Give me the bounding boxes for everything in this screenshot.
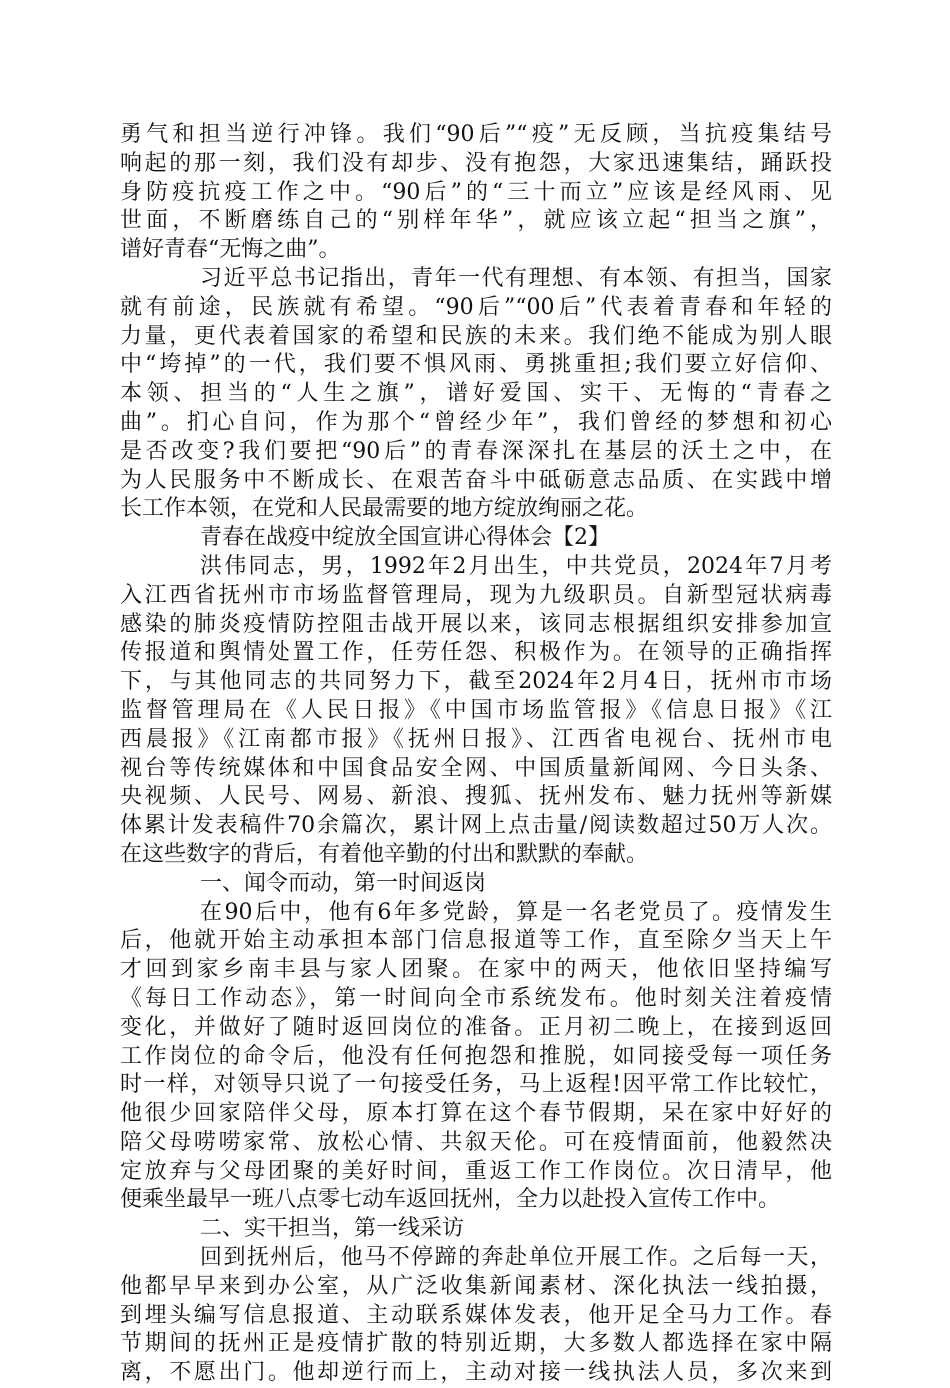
section-heading: 一、闻令而动，第一时间返岗: [200, 870, 487, 896]
text-line: 长工作本领，在党和人民最需要的地方绽放绚丽之花。: [120, 496, 649, 522]
text-line: 工作岗位的命令后，他没有任何抱怨和推脱，如同接受每一项任务: [120, 1043, 832, 1069]
text-line: 陪父母唠唠家常、放松心情、共叙天伦。可在疫情面前，他毅然决: [120, 1129, 832, 1155]
text-line: 中“垮掉”的一代，我们要不惧风雨、勇挑重担;我们要立好信仰、: [120, 352, 832, 378]
text-line: 变化，并做好了随时返回岗位的准备。正月初二晚上，在接到返回: [120, 1014, 832, 1040]
text-line: 本领、担当的“人生之旗”，谱好爱国、实干、无悔的“青春之: [120, 381, 832, 407]
paragraph-first-line: 在90后中，他有6年多党龄，算是一名老党员了。疫情发生: [200, 899, 832, 925]
text-line: 监督管理局在《人民日报》《中国市场监管报》《信息日报》《江: [120, 697, 832, 723]
text-line: 就有前途，民族就有希望。“90后”“00后”代表着青春和年轻的: [120, 294, 832, 320]
paragraph-first-line: 习近平总书记指出，青年一代有理想、有本领、有担当，国家: [200, 265, 832, 291]
section-title: 青春在战疫中绽放全国宣讲心得体会【2】: [200, 525, 610, 551]
text-line: 到埋头编写信息报道、主动联系媒体发表，他开足全马力工作。春: [120, 1302, 832, 1328]
text-line: 后，他就开始主动承担本部门信息报道等工作，直至除夕当天上午: [120, 928, 832, 954]
text-line: 节期间的抚州正是疫情扩散的特别近期，大多数人都选择在家中隔: [120, 1331, 832, 1357]
text-line: 曲”。扪心自问，作为那个“曾经少年”，我们曾经的梦想和初心: [120, 409, 832, 435]
text-line: 《每日工作动态》，第一时间向全市系统发布。他时刻关注着疫情: [120, 985, 832, 1011]
text-line: 入江西省抚州市市场监督管理局，现为九级职员。自新型冠状病毒: [120, 582, 832, 608]
text-line: 世面，不断磨练自己的“别样年华”，就应该立起“担当之旗”，: [120, 208, 832, 234]
text-line: 为人民服务中不断成长、在艰苦奋斗中砥砺意志品质、在实践中增: [120, 467, 832, 493]
text-line: 视台等传统媒体和中国食品安全网、中国质量新闻网、今日头条、: [120, 755, 832, 781]
text-line: 力量，更代表着国家的希望和民族的未来。我们绝不能成为别人眼: [120, 323, 832, 349]
text-line: 勇气和担当逆行冲锋。我们“90后”“疫”无反顾，当抗疫集结号: [120, 122, 832, 147]
text-line: 离，不愿出门。他却逆行而上，主动对接一线执法人员，多次来到: [120, 1360, 832, 1386]
text-line: 他很少回家陪伴父母，原本打算在这个春节假期，呆在家中好好的: [120, 1101, 832, 1127]
text-line: 下，与其他同志的共同努力下，截至2024年2月4日，抚州市市场: [120, 669, 832, 695]
text-line: 身防疫抗疫工作之中。“90后”的“三十而立”应该是经风雨、见: [120, 179, 832, 205]
text-line: 响起的那一刻，我们没有却步、没有抱怨，大家迅速集结，踊跃投: [120, 150, 832, 176]
text-line: 是否改变?我们要把“90后”的青春深深扎在基层的沃土之中，在: [120, 438, 832, 464]
text-line: 他都早早来到办公室，从广泛收集新闻素材、深化执法一线拍摄，: [120, 1273, 832, 1299]
text-line: 西晨报》《江南都市报》《抚州日报》、江西省电视台、抚州市电: [120, 726, 832, 752]
paragraph-first-line: 回到抚州后，他马不停蹄的奔赴单位开展工作。之后每一天，: [200, 1245, 832, 1271]
paragraph-first-line: 洪伟同志，男，1992年2月出生，中共党员，2024年7月考: [200, 553, 832, 579]
text-line: 感染的肺炎疫情防控阻击战开展以来，该同志根据组织安排参加宣: [120, 611, 832, 637]
text-line: 体累计发表稿件70余篇次，累计网上点击量/阅读数超过50万人次。: [120, 813, 832, 839]
section-heading: 二、实干担当，第一线采访: [200, 1216, 465, 1242]
text-line: 在这些数字的背后，有着他辛勤的付出和默默的奉献。: [120, 841, 649, 867]
text-line: 时一样，对领导只说了一句接受任务，马上返程!因平常工作比较忙，: [120, 1072, 832, 1098]
text-line: 传报道和舆情处置工作，任劳任怨、积极作为。在领导的正确指挥: [120, 640, 832, 666]
document-body: [120, 121, 832, 1388]
text-line: 央视频、人民号、网易、新浪、搜狐、抚州发布、魅力抚州等新媒: [120, 784, 832, 810]
text-line: 谱好青春“无悔之曲”。: [120, 237, 341, 263]
text-line: 才回到家乡南丰县与家人团聚。在家中的两天，他依旧坚持编写: [120, 957, 832, 983]
text-line: 便乘坐最早一班八点零七动车返回抚州，全力以赴投入宣传工作中。: [120, 1187, 781, 1213]
text-line: 定放弃与父母团聚的美好时间，重返工作工作岗位。次日清早，他: [120, 1158, 832, 1184]
